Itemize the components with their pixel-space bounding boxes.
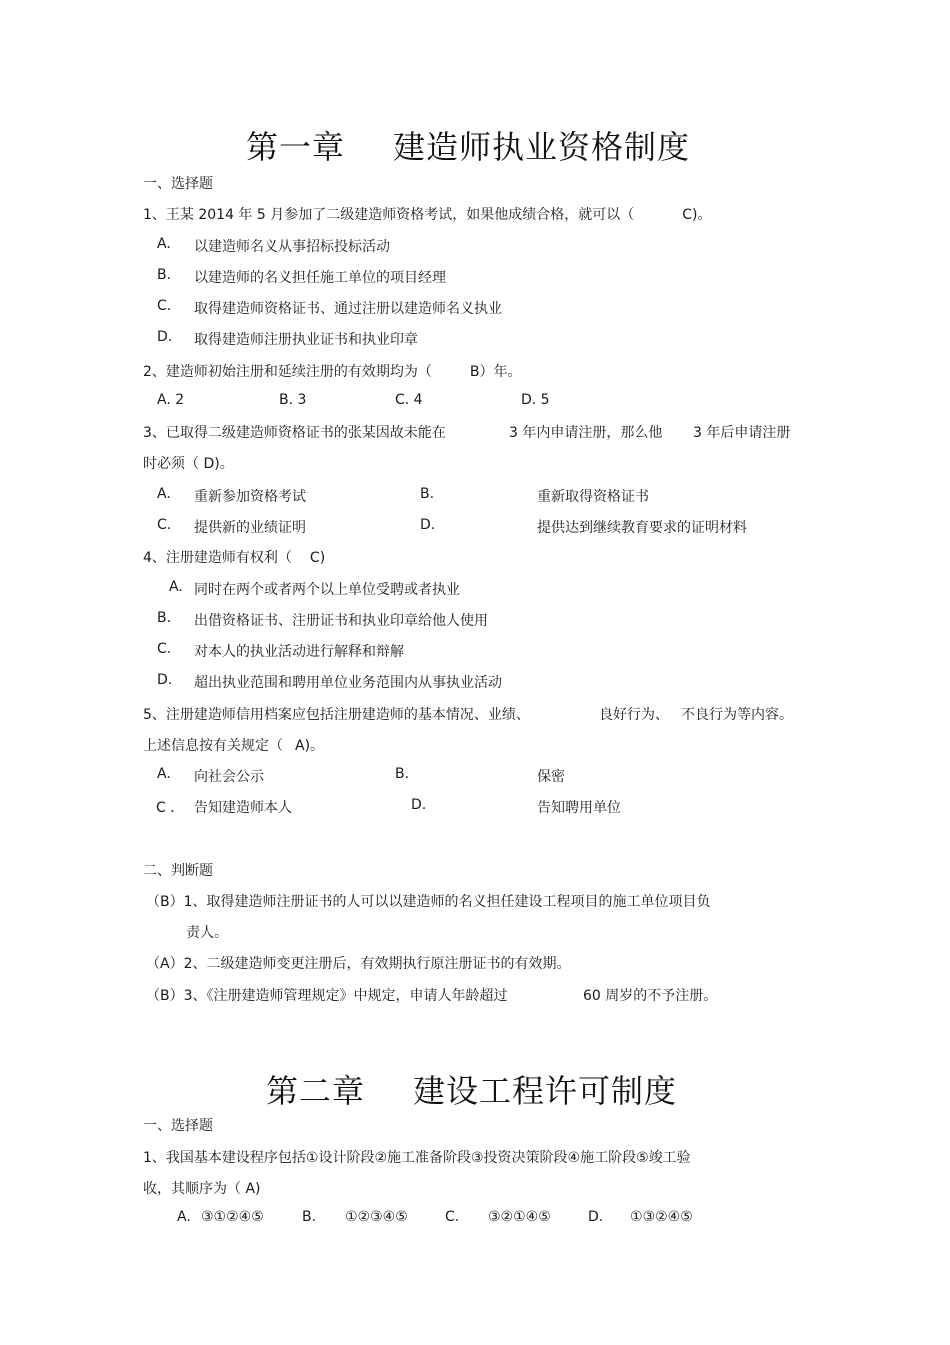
chapter1-title — [246, 122, 690, 168]
judgement-3-a: （B）3、《注册建造师管理规定》中规定，申请人年龄超过 — [146, 988, 508, 1004]
question-5-line1a: 5、注册建造师信用档案应包括注册建造师的基本情况、业绩、 — [143, 707, 530, 723]
q3-option-c-text: 提供新的业绩证明 — [194, 520, 306, 536]
ch2-q1-option-a-text: ③①②④⑤ — [201, 1209, 264, 1225]
judgement-2: （A）2、二级建造师变更注册后，有效期执行原注册证书的有效期。 — [146, 956, 571, 972]
q5-option-d-text: 告知聘用单位 — [537, 800, 621, 816]
q1-option-c: C. — [157, 298, 172, 314]
chapter1-section-choice: 一、选择题 — [143, 176, 213, 192]
question-2-text: 2、建造师初始注册和延续注册的有效期均为（ — [143, 364, 432, 380]
question-3-line1a: 3、已取得二级建造师资格证书的张某因故未能在 — [143, 425, 446, 441]
q2-option-b: B. 3 — [279, 392, 307, 408]
question-5-answer: A)。 — [295, 738, 325, 754]
q5-option-b-text: 保密 — [537, 769, 565, 785]
question-5-line1c: 不良行为等内容。 — [681, 707, 793, 723]
q3-option-a: A. — [157, 486, 171, 502]
q4-option-b-text: 出借资格证书、注册证书和执业印章给他人使用 — [194, 613, 488, 629]
ch2-q1-option-a: A. — [177, 1209, 191, 1225]
q3-option-b: B. — [420, 486, 435, 502]
q3-option-c: C. — [157, 517, 172, 533]
q3-option-d-text: 提供达到继续教育要求的证明材料 — [537, 520, 747, 536]
q4-option-c: C. — [157, 641, 172, 657]
q1-option-d: D. — [157, 329, 173, 345]
ch2-question-1-line1: 1、我国基本建设程序包括①设计阶段②施工准备阶段③投资决策阶段④施工阶段⑤竣工验 — [143, 1150, 691, 1166]
ch2-q1-option-d: D. — [588, 1209, 604, 1225]
question-4-text: 4、注册建造师有权利（ — [143, 550, 292, 566]
q2-option-c: C. 4 — [395, 392, 423, 408]
question-2 — [143, 361, 522, 381]
q1-option-a: A. — [157, 236, 171, 252]
ch2-q1-option-c: C. — [445, 1209, 460, 1225]
q5-option-c: C ． — [156, 800, 185, 816]
q3-option-d: D. — [420, 517, 436, 533]
ch2-q1-option-d-text: ①③②④⑤ — [630, 1209, 693, 1225]
q3-option-a-text: 重新参加资格考试 — [194, 489, 306, 505]
question-2-answer: B）年。 — [469, 364, 522, 380]
ch2-question-1-line2: 收，其顺序为（ A) — [143, 1181, 261, 1197]
q1-option-b-text: 以建造师的名义担任施工单位的项目经理 — [194, 270, 446, 286]
question-5-text: 上述信息按有关规定（ — [143, 738, 283, 754]
question-4-answer: C) — [309, 550, 326, 566]
question-3-line1b: 3 年内申请注册，那么他 — [509, 425, 663, 441]
q4-option-b: B. — [157, 610, 172, 626]
q4-option-a: A. — [169, 579, 183, 595]
ch2-q1-option-b: B. — [302, 1209, 317, 1225]
question-3-line1c: 3 年后申请注册 — [693, 425, 791, 441]
question-5-line1b: 良好行为、 — [599, 707, 669, 723]
q5-option-a-text: 向社会公示 — [194, 769, 264, 785]
judgement-1-line1: （B）1、取得建造师注册证书的人可以以建造师的名义担任建设工程项目的施工单位项目负 — [146, 894, 711, 910]
chapter1-section-judgement: 二、判断题 — [143, 863, 213, 879]
q1-option-b: B. — [157, 267, 172, 283]
question-1-text: 1、王某 2014 年 5 月参加了二级建造师资格考试，如果他成绩合格，就可以（ — [143, 207, 635, 223]
chapter1-number: 第一章 — [246, 128, 346, 166]
chapter2-section-choice: 一、选择题 — [143, 1118, 213, 1134]
q5-option-b: B. — [395, 766, 410, 782]
q4-option-d: D. — [157, 672, 173, 688]
chapter2-number: 第二章 — [266, 1072, 366, 1110]
chapter1-heading: 建造师执业资格制度 — [393, 128, 691, 166]
q1-option-c-text: 取得建造师资格证书、通过注册以建造师名义执业 — [194, 301, 502, 317]
q3-option-b-text: 重新取得资格证书 — [537, 489, 649, 505]
q4-option-a-text: 同时在两个或者两个以上单位受聘或者执业 — [194, 582, 460, 598]
judgement-1-line2: 责人。 — [186, 925, 228, 941]
ch2-q1-option-c-text: ③②①④⑤ — [488, 1209, 551, 1225]
q2-option-a: A. 2 — [157, 392, 185, 408]
chapter2-heading: 建设工程许可制度 — [413, 1072, 678, 1110]
q1-option-a-text: 以建造师名义从事招标投标活动 — [194, 239, 390, 255]
q5-option-d: D. — [411, 797, 427, 813]
judgement-3-b: 60 周岁的不予注册。 — [583, 988, 718, 1004]
q5-option-c-text: 告知建造师本人 — [194, 800, 292, 816]
q4-option-c-text: 对本人的执业活动进行解释和辩解 — [194, 644, 404, 660]
q4-option-d-text: 超出执业范围和聘用单位业务范围内从事执业活动 — [194, 675, 502, 691]
question-5-line2 — [143, 735, 324, 755]
ch2-q1-option-b-text: ①②③④⑤ — [345, 1209, 408, 1225]
question-3-line2: 时必须（ D)。 — [143, 456, 234, 472]
q2-option-d: D. 5 — [521, 392, 550, 408]
question-1-answer: C)。 — [682, 207, 712, 223]
chapter2-title — [266, 1066, 677, 1112]
question-4 — [143, 547, 325, 567]
question-1 — [143, 204, 712, 224]
q1-option-d-text: 取得建造师注册执业证书和执业印章 — [194, 332, 418, 348]
q5-option-a: A. — [157, 766, 171, 782]
